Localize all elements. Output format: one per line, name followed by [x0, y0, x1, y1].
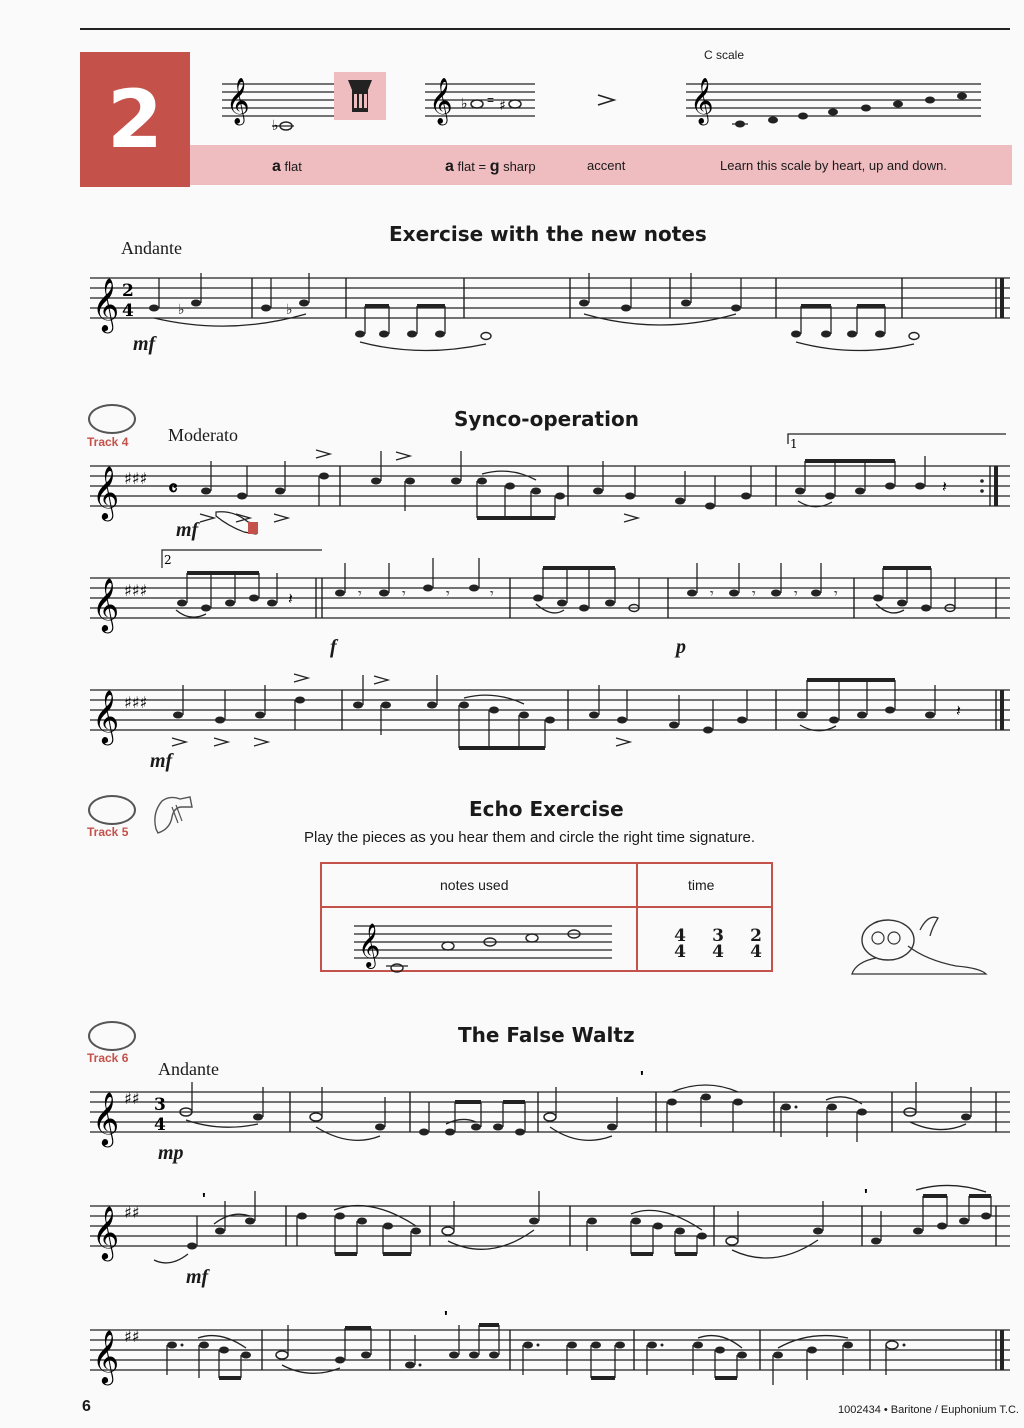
a-flat-label: a flat [272, 158, 302, 175]
col-notes-used: notes used [440, 877, 509, 893]
svg-text:𝄞: 𝄞 [92, 1091, 120, 1145]
svg-text:𝄾: 𝄾 [402, 586, 406, 602]
cd-icon [88, 795, 136, 825]
svg-text:𝄞: 𝄞 [226, 78, 250, 124]
waltz-dynamic-2: mf [186, 1266, 209, 1288]
exercise1-tempo: Andante [121, 238, 182, 258]
a-flat-g-sharp-label: a flat = g sharp [445, 158, 536, 175]
top-rule [80, 28, 1010, 30]
waltz-dynamic-1: mp [158, 1142, 184, 1164]
volta-1: 1 [790, 437, 798, 451]
instrument-icon [334, 72, 386, 120]
synco-title: Synco-operation [454, 407, 639, 431]
page-number: 6 [82, 1398, 91, 1415]
pointing-hand-icon [214, 506, 262, 536]
svg-text:𝄾: 𝄾 [710, 586, 714, 602]
svg-text:𝄾: 𝄾 [446, 586, 450, 602]
echo-table [320, 862, 773, 972]
svg-text:♯♯: ♯♯ [124, 1089, 140, 1108]
enharmonic-staff [425, 78, 535, 128]
synco-ts: 𝄴 [168, 476, 178, 502]
svg-text:𝄞: 𝄞 [429, 78, 453, 124]
svg-text:♭: ♭ [461, 96, 468, 112]
synco-staff-3 [90, 690, 1010, 750]
svg-text:𝄞: 𝄞 [92, 277, 120, 331]
svg-text:♯♯♯: ♯♯♯ [124, 469, 148, 488]
svg-text:♯♯: ♯♯ [124, 1203, 140, 1222]
cd-icon [88, 1021, 136, 1051]
waltz-ts-top: 3 [154, 1095, 166, 1115]
svg-text:': ' [202, 1191, 206, 1208]
svg-text:𝄾: 𝄾 [834, 586, 838, 602]
svg-text:=: = [487, 93, 495, 107]
accent-label: accent [587, 158, 626, 173]
svg-text:𝄾: 𝄾 [752, 586, 756, 602]
svg-text:𝄾: 𝄾 [490, 586, 494, 602]
echo-table-divider [636, 864, 638, 970]
listening-man-illustration [846, 910, 990, 976]
c-scale-title: C scale [704, 48, 745, 62]
svg-text:𝄞: 𝄞 [358, 923, 381, 967]
col-time: time [688, 877, 715, 893]
waltz-tempo: Andante [158, 1059, 219, 1079]
time-option-2[interactable]: 3 4 [712, 926, 724, 962]
waltz-staff-2 [90, 1187, 1010, 1266]
lesson-number-box [80, 52, 190, 187]
time-option-3[interactable]: 2 4 [750, 926, 762, 962]
echo-title: Echo Exercise [469, 797, 624, 821]
svg-text:𝄾: 𝄾 [794, 586, 798, 602]
svg-text:♭: ♭ [178, 302, 185, 318]
notes-used-staff [354, 923, 614, 974]
synco-dynamic-4: mf [150, 750, 173, 772]
svg-text:♯♯: ♯♯ [124, 1327, 140, 1346]
exercise1-dynamic: mf [133, 333, 156, 355]
svg-text:𝄞: 𝄞 [92, 689, 120, 743]
svg-text:𝄽: 𝄽 [956, 701, 961, 720]
synco-dynamic-2: f [330, 636, 337, 658]
svg-text:♭: ♭ [272, 118, 279, 134]
a-flat-staff [222, 78, 334, 134]
svg-text:': ' [864, 1187, 868, 1204]
svg-text:𝄞: 𝄞 [92, 465, 120, 519]
scale-instruction: Learn this scale by heart, up and down. [720, 158, 947, 173]
c-scale-staff [686, 78, 981, 136]
volta-2: 2 [164, 553, 172, 567]
svg-text:𝄽: 𝄽 [942, 477, 947, 496]
exercise1-ts-top: 2 [122, 281, 134, 301]
waltz-title: The False Waltz [458, 1023, 635, 1047]
euphonium-icon [146, 793, 198, 837]
svg-text:♭: ♭ [286, 302, 293, 318]
svg-text:': ' [444, 1309, 448, 1326]
svg-text:𝄞: 𝄞 [92, 577, 120, 631]
accent-symbol [596, 92, 618, 108]
waltz-track: Track 6 [87, 1051, 129, 1065]
exercise1-staff [90, 278, 1010, 358]
cd-icon [88, 404, 136, 434]
exercise1-ts-bottom: 4 [122, 301, 134, 321]
synco-dynamic-1: mf [176, 519, 199, 541]
svg-text:𝄞: 𝄞 [92, 1205, 120, 1259]
synco-track: Track 4 [87, 435, 129, 449]
svg-text:♯: ♯ [499, 98, 506, 114]
echo-instruction: Play the pieces as you hear them and circle the right time signature. [304, 829, 756, 846]
svg-text:𝄽: 𝄽 [288, 589, 293, 608]
waltz-staff-3 [90, 1309, 1010, 1390]
lesson-number: 2 [107, 73, 163, 166]
svg-text:♯♯♯: ♯♯♯ [124, 581, 148, 600]
echo-track: Track 5 [87, 825, 129, 839]
svg-text:𝄾: 𝄾 [358, 586, 362, 602]
synco-staff-2 [90, 553, 1010, 638]
synco-tempo: Moderato [168, 425, 238, 445]
synco-dynamic-3: p [676, 636, 686, 658]
exercise1-title: Exercise with the new notes [389, 222, 707, 246]
catalog-footer: 1002434 • Baritone / Euphonium T.C. [838, 1404, 1019, 1416]
svg-text:♯♯♯: ♯♯♯ [124, 693, 148, 712]
time-option-1[interactable]: 4 4 [674, 926, 686, 962]
svg-text:': ' [640, 1069, 644, 1086]
svg-text:𝄞: 𝄞 [690, 78, 714, 124]
waltz-ts-bottom: 4 [154, 1115, 166, 1135]
svg-text:𝄞: 𝄞 [92, 1329, 120, 1383]
